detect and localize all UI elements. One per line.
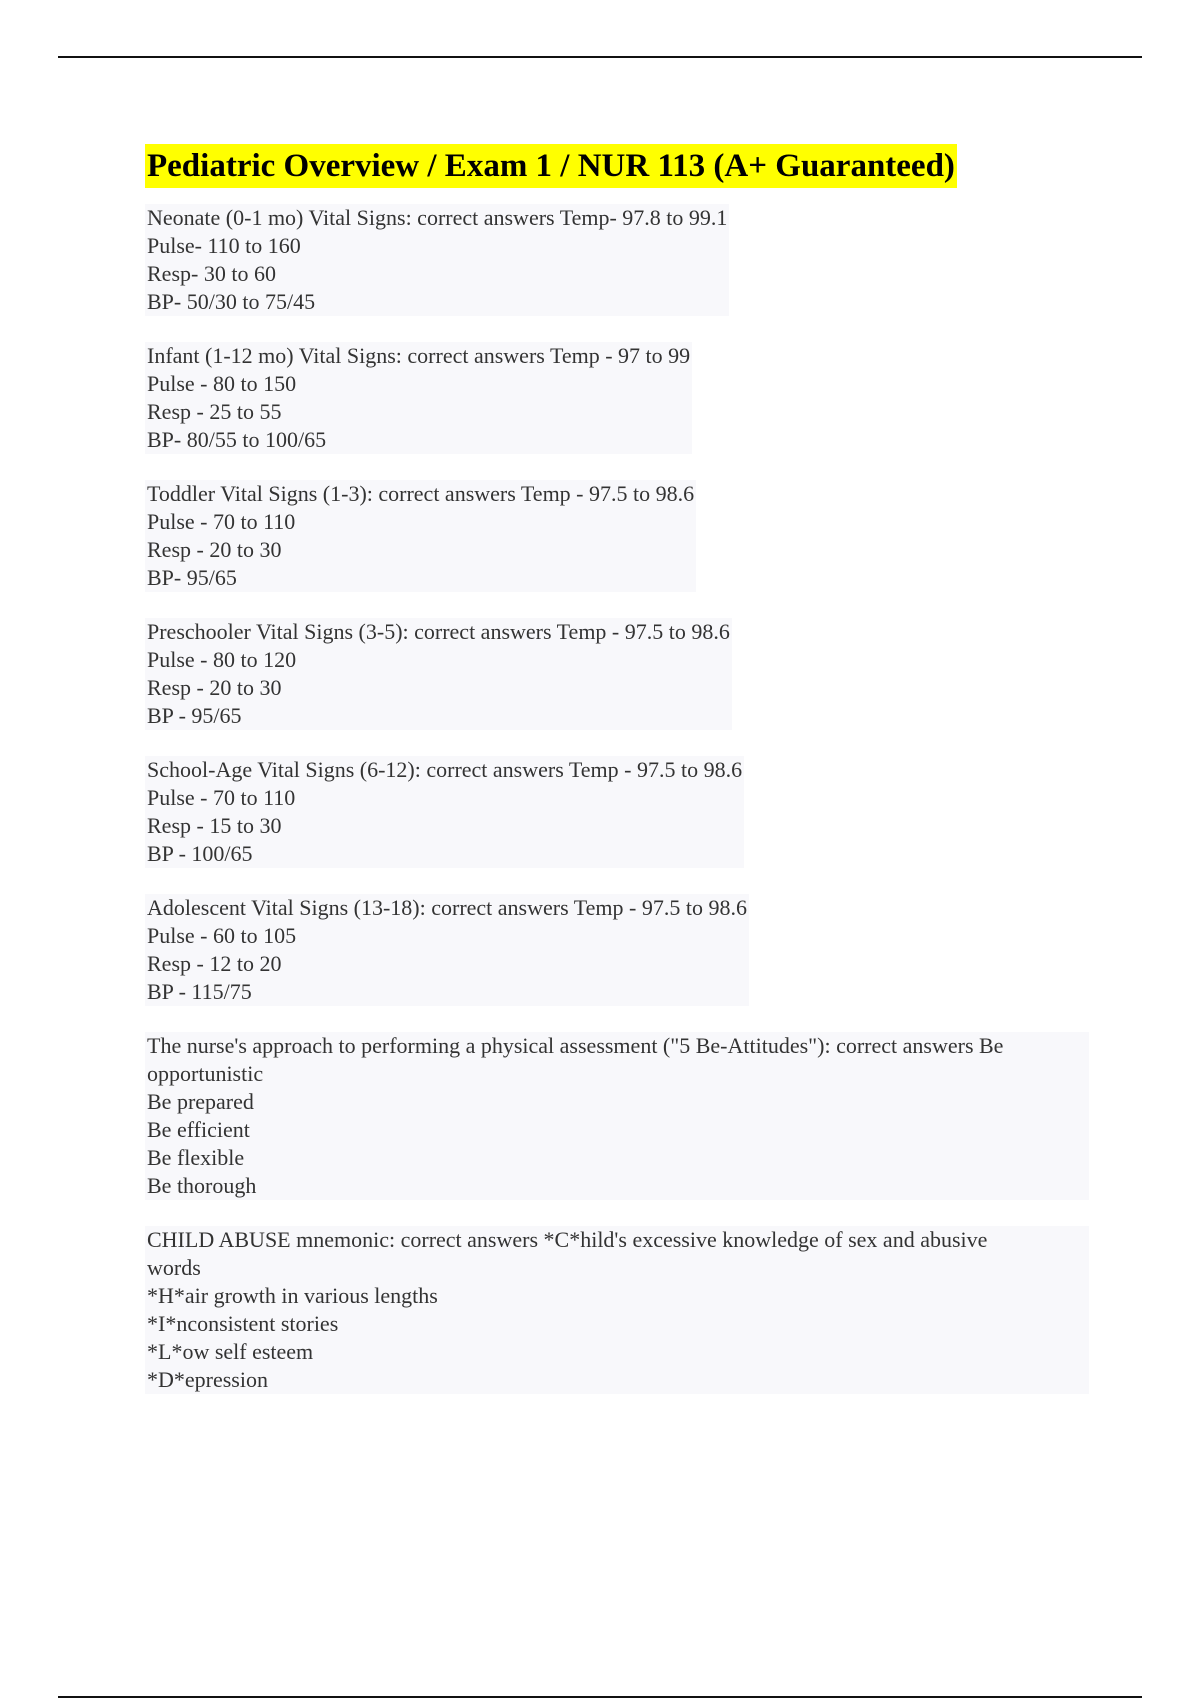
- card-line: Resp - 25 to 55: [147, 399, 282, 424]
- card-line: Be efficient: [147, 1117, 250, 1142]
- card-line: Neonate (0-1 mo) Vital Signs: correct answers Temp- 97.8 to 99.1: [147, 205, 728, 230]
- card-line: Pulse - 60 to 105: [147, 923, 297, 948]
- qa-card-adolescent: [145, 894, 1105, 1006]
- card-line: Be prepared: [147, 1089, 254, 1114]
- card-line: Toddler Vital Signs (1-3): correct answers Temp - 97.5 to 98.6: [147, 481, 695, 506]
- card-line: *I*nconsistent stories: [147, 1311, 339, 1336]
- document-body: [145, 144, 1105, 1420]
- qa-card-preschooler: [145, 618, 1105, 730]
- card-line: CHILD ABUSE mnemonic: correct answers *C*hild's excessive knowledge of sex and abusive: [147, 1227, 988, 1252]
- card-line: *D*epression: [147, 1367, 268, 1392]
- card-line: School-Age Vital Signs (6-12): correct answers Temp - 97.5 to 98.6: [147, 757, 743, 782]
- qa-card-neonate: [145, 204, 1105, 316]
- qa-card-text: [145, 1226, 1089, 1394]
- qa-card-school-age: [145, 756, 1105, 868]
- card-line: BP- 95/65: [147, 565, 237, 590]
- card-line: Infant (1-12 mo) Vital Signs: correct answers Temp - 97 to 99: [147, 343, 691, 368]
- qa-card-child-abuse: [145, 1226, 1105, 1394]
- card-line: Resp - 15 to 30: [147, 813, 282, 838]
- card-line: Resp - 20 to 30: [147, 537, 282, 562]
- qa-card-text: [145, 894, 749, 1006]
- card-line: Pulse - 80 to 150: [147, 371, 297, 396]
- card-line: words: [147, 1255, 201, 1280]
- card-line: Be flexible: [147, 1145, 245, 1170]
- card-line: *L*ow self esteem: [147, 1339, 314, 1364]
- card-line: Resp- 30 to 60: [147, 261, 276, 286]
- qa-card-be-attitudes: [145, 1032, 1105, 1200]
- card-line: Pulse - 70 to 110: [147, 785, 296, 810]
- bottom-rule: [58, 1696, 1142, 1698]
- document-title: Pediatric Overview / Exam 1 / NUR 113 (A+ Guaranteed): [145, 144, 957, 188]
- card-line: Adolescent Vital Signs (13-18): correct answers Temp - 97.5 to 98.6: [147, 895, 747, 920]
- qa-card-text: [145, 1032, 1089, 1200]
- qa-card-infant: [145, 342, 1105, 454]
- card-line: Pulse - 70 to 110: [147, 509, 296, 534]
- qa-card-text: [145, 756, 744, 868]
- card-line: Pulse- 110 to 160: [147, 233, 301, 258]
- card-line: opportunistic: [147, 1061, 264, 1086]
- card-line: BP- 50/30 to 75/45: [147, 289, 316, 314]
- qa-card-toddler: [145, 480, 1105, 592]
- card-line: The nurse's approach to performing a physical assessment ("5 Be-Attitudes"): correct answers Be: [147, 1033, 1004, 1058]
- card-line: Resp - 12 to 20: [147, 951, 282, 976]
- card-line: Be thorough: [147, 1173, 257, 1198]
- card-line: BP - 100/65: [147, 841, 253, 866]
- top-rule: [58, 56, 1142, 58]
- qa-card-text: [145, 204, 729, 316]
- qa-card-text: [145, 618, 732, 730]
- card-line: Pulse - 80 to 120: [147, 647, 297, 672]
- qa-card-text: [145, 342, 692, 454]
- card-line: *H*air growth in various lengths: [147, 1283, 438, 1308]
- card-line: BP - 95/65: [147, 703, 242, 728]
- card-line: BP - 115/75: [147, 979, 252, 1004]
- card-line: Preschooler Vital Signs (3-5): correct answers Temp - 97.5 to 98.6: [147, 619, 730, 644]
- qa-card-text: [145, 480, 696, 592]
- card-line: Resp - 20 to 30: [147, 675, 282, 700]
- card-line: BP- 80/55 to 100/65: [147, 427, 327, 452]
